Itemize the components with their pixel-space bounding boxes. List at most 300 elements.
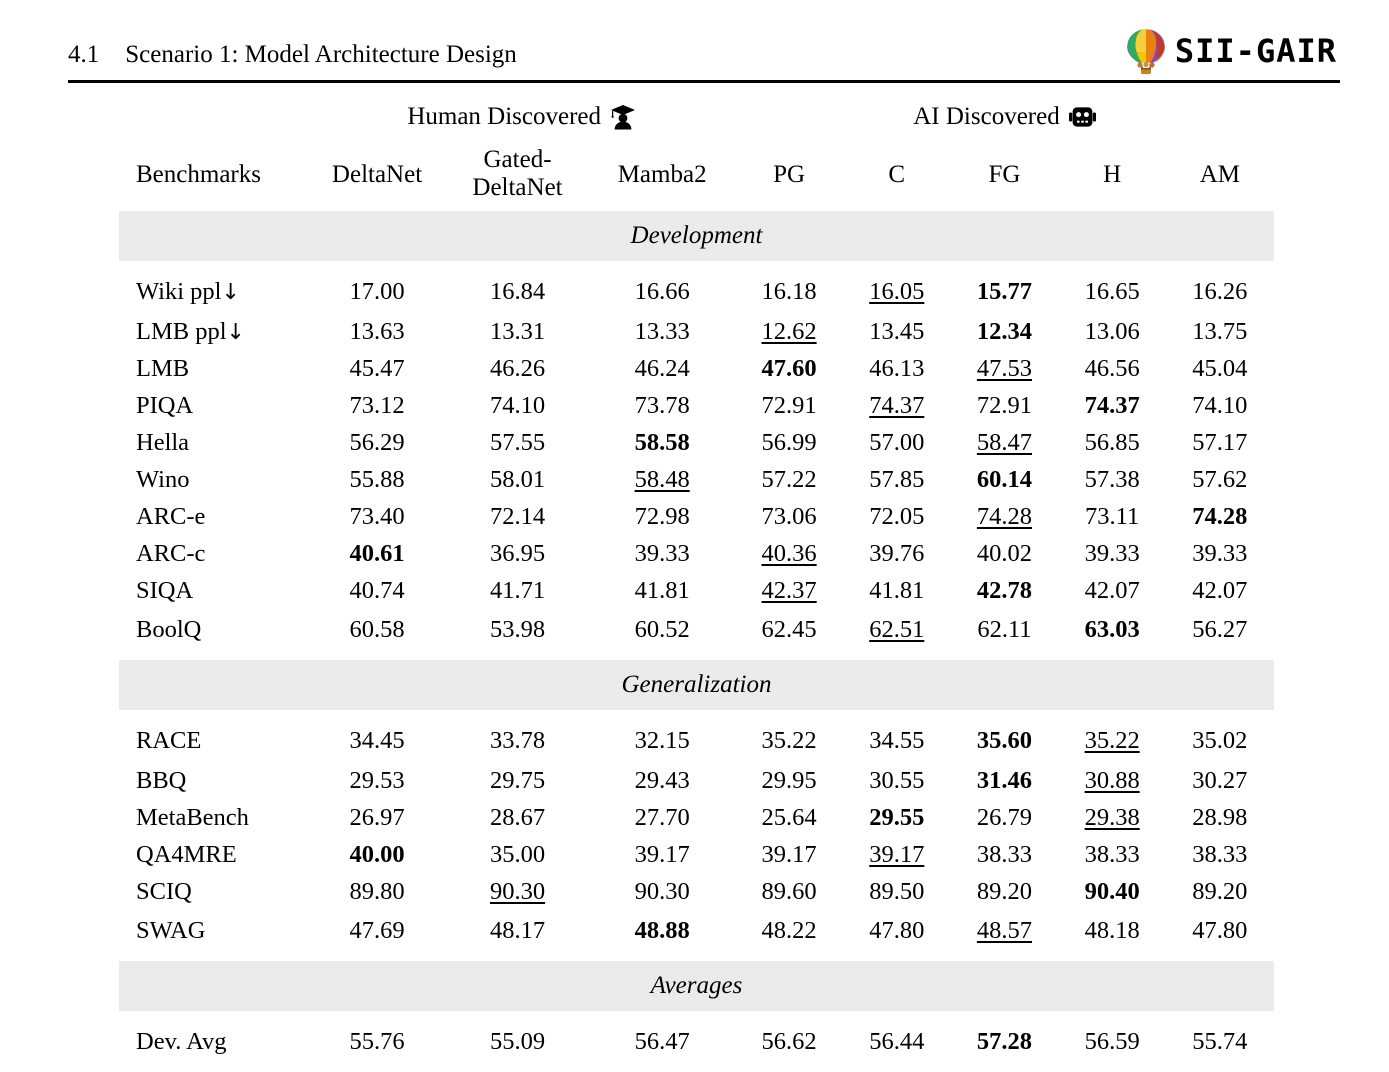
metric-cell bbox=[950, 572, 1058, 609]
metric-cell bbox=[1166, 498, 1274, 535]
value: 41.81 bbox=[634, 576, 690, 604]
benchmark-name-cell: BoolQ bbox=[136, 616, 202, 643]
metric-cell bbox=[1059, 387, 1166, 424]
value: 13.06 bbox=[1084, 317, 1140, 345]
value: 41.81 bbox=[869, 576, 925, 604]
group-ai-label: AI Discovered bbox=[913, 103, 1060, 130]
metric-cell bbox=[589, 799, 735, 836]
table-row bbox=[119, 535, 1274, 572]
metric-cell bbox=[843, 461, 950, 498]
value: 55.76 bbox=[349, 1028, 405, 1055]
column-header-fg: FG bbox=[988, 160, 1021, 188]
metric-cell bbox=[1059, 572, 1166, 609]
metric-cell bbox=[843, 762, 950, 799]
value: 38.33 bbox=[1084, 840, 1140, 868]
value: 89.60 bbox=[761, 877, 817, 905]
value: 35.00 bbox=[489, 840, 546, 868]
value: 89.50 bbox=[869, 877, 925, 905]
metric-cell bbox=[589, 609, 735, 660]
value: 57.55 bbox=[489, 428, 546, 456]
second-best-value: 12.62 bbox=[761, 317, 817, 345]
value: 48.22 bbox=[761, 917, 817, 944]
metric-cell bbox=[308, 424, 445, 461]
table-row bbox=[119, 387, 1274, 424]
value: 62.45 bbox=[761, 616, 817, 643]
value: 47.80 bbox=[869, 917, 925, 944]
metric-cell bbox=[950, 762, 1058, 799]
metric-cell bbox=[446, 461, 590, 498]
metric-cell bbox=[950, 873, 1058, 910]
gated-line2: DeltaNet bbox=[472, 174, 563, 201]
value: 60.52 bbox=[634, 616, 690, 643]
value: 47.80 bbox=[1192, 917, 1248, 944]
value: 39.17 bbox=[634, 840, 690, 868]
value: 28.67 bbox=[489, 803, 546, 831]
best-value: 74.37 bbox=[1084, 391, 1140, 419]
value: 56.85 bbox=[1084, 428, 1140, 456]
value: 55.74 bbox=[1192, 1028, 1248, 1055]
value: 58.01 bbox=[489, 465, 546, 493]
page-title bbox=[68, 40, 517, 70]
lower-is-better-arrow-icon: ↓ bbox=[226, 319, 245, 345]
brand-name: SII-GAIR bbox=[1174, 32, 1337, 70]
value: 42.07 bbox=[1192, 576, 1248, 604]
table-row bbox=[119, 572, 1274, 609]
table-row bbox=[119, 836, 1274, 873]
metric-cell bbox=[446, 836, 590, 873]
table-row bbox=[119, 461, 1274, 498]
best-value: 42.78 bbox=[976, 576, 1033, 604]
value: 73.06 bbox=[761, 502, 817, 530]
metric-cell bbox=[1059, 873, 1166, 910]
metric-cell bbox=[589, 535, 735, 572]
metric-cell bbox=[308, 710, 445, 762]
value: 72.91 bbox=[761, 391, 817, 419]
value: 47.69 bbox=[349, 917, 405, 944]
section-band-row bbox=[119, 961, 1274, 1011]
header-divider bbox=[68, 80, 1340, 83]
benchmark-name-cell: Hella bbox=[136, 428, 190, 456]
value: 16.66 bbox=[634, 278, 690, 305]
metric-cell bbox=[308, 873, 445, 910]
metric-cell bbox=[446, 261, 590, 313]
metric-cell bbox=[1059, 836, 1166, 873]
value: 40.74 bbox=[349, 576, 405, 604]
column-header-pg: PG bbox=[773, 160, 806, 188]
metric-cell bbox=[1166, 836, 1274, 873]
metric-cell bbox=[1166, 350, 1274, 387]
brand-logo bbox=[1123, 26, 1337, 76]
metric-cell bbox=[843, 710, 950, 762]
metric-cell bbox=[950, 424, 1058, 461]
value: 57.22 bbox=[761, 465, 817, 493]
value: 34.55 bbox=[869, 727, 925, 754]
page-header bbox=[0, 0, 1389, 88]
value: 57.85 bbox=[869, 465, 925, 493]
metric-cell bbox=[446, 799, 590, 836]
best-value: 15.77 bbox=[976, 278, 1033, 305]
metric-cell bbox=[1166, 609, 1274, 660]
metric-cell bbox=[1166, 1011, 1274, 1072]
value: 73.40 bbox=[349, 502, 405, 530]
metric-cell bbox=[1059, 609, 1166, 660]
value: 56.29 bbox=[349, 428, 405, 456]
second-best-value: 39.17 bbox=[869, 840, 925, 868]
value: 56.27 bbox=[1192, 616, 1248, 643]
table-row bbox=[119, 873, 1274, 910]
value: 34.45 bbox=[349, 727, 405, 754]
metric-cell bbox=[1166, 461, 1274, 498]
table-row bbox=[119, 424, 1274, 461]
second-best-value: 30.88 bbox=[1084, 766, 1140, 794]
metric-cell bbox=[308, 387, 445, 424]
value: 55.88 bbox=[349, 465, 405, 493]
results-table-body bbox=[119, 211, 1274, 1072]
metric-cell bbox=[446, 710, 590, 762]
table-row bbox=[119, 1011, 1274, 1072]
table-row bbox=[119, 910, 1274, 961]
metric-cell bbox=[589, 710, 735, 762]
benchmark-name-cell: MetaBench bbox=[136, 803, 249, 831]
column-header-h: H bbox=[1103, 160, 1122, 188]
metric-cell bbox=[1166, 313, 1274, 350]
metric-cell bbox=[446, 762, 590, 799]
metric-cell bbox=[735, 836, 843, 873]
value: 33.78 bbox=[489, 727, 546, 754]
value: 30.55 bbox=[869, 766, 925, 794]
metric-cell bbox=[1166, 535, 1274, 572]
metric-cell bbox=[446, 535, 590, 572]
best-value: 47.60 bbox=[761, 354, 817, 382]
metric-cell bbox=[950, 461, 1058, 498]
metric-cell bbox=[843, 799, 950, 836]
value: 46.24 bbox=[634, 354, 690, 382]
metric-cell bbox=[735, 535, 843, 572]
metric-cell bbox=[735, 350, 843, 387]
column-header-deltanet: DeltaNet bbox=[331, 160, 423, 188]
metric-cell bbox=[735, 710, 843, 762]
table-row bbox=[119, 710, 1274, 762]
second-best-value: 90.30 bbox=[489, 877, 546, 905]
lower-is-better-arrow-icon: ↓ bbox=[221, 280, 240, 305]
metric-cell bbox=[735, 873, 843, 910]
metric-cell bbox=[843, 836, 950, 873]
second-best-value: 48.57 bbox=[976, 917, 1033, 944]
value: 13.31 bbox=[489, 317, 546, 345]
metric-cell bbox=[308, 350, 445, 387]
metric-cell bbox=[1166, 710, 1274, 762]
metric-cell bbox=[843, 350, 950, 387]
group-human-label: Human Discovered bbox=[407, 103, 602, 130]
benchmark-name-cell: BBQ bbox=[136, 766, 187, 794]
benchmark-name-cell: SWAG bbox=[136, 917, 206, 944]
metric-cell bbox=[843, 261, 950, 313]
metric-cell bbox=[843, 910, 950, 961]
value: 26.79 bbox=[976, 803, 1033, 831]
value: 16.18 bbox=[761, 278, 817, 305]
metric-cell bbox=[308, 535, 445, 572]
metric-cell bbox=[735, 261, 843, 313]
value: 36.95 bbox=[489, 539, 546, 567]
second-best-value: 42.37 bbox=[761, 576, 817, 604]
metric-cell bbox=[735, 313, 843, 350]
second-best-value: 74.37 bbox=[869, 391, 925, 419]
metric-cell bbox=[950, 1011, 1058, 1072]
metric-cell bbox=[589, 873, 735, 910]
metric-cell bbox=[589, 424, 735, 461]
metric-cell bbox=[308, 461, 445, 498]
value: 57.17 bbox=[1192, 428, 1248, 456]
second-best-value: 29.38 bbox=[1084, 803, 1140, 831]
value: 42.07 bbox=[1084, 576, 1140, 604]
best-value: 29.55 bbox=[869, 803, 925, 831]
benchmark-name-cell: Wino bbox=[136, 465, 190, 493]
metric-cell bbox=[446, 424, 590, 461]
value: 29.75 bbox=[489, 766, 546, 794]
benchmark-name-cell: LMB bbox=[136, 354, 190, 382]
metric-cell bbox=[1059, 910, 1166, 961]
value: 25.64 bbox=[761, 803, 817, 831]
metric-cell bbox=[1059, 1011, 1166, 1072]
group-header-human bbox=[308, 97, 735, 137]
metric-cell bbox=[589, 762, 735, 799]
table-row bbox=[119, 762, 1274, 799]
benchmark-name-cell: SCIQ bbox=[136, 877, 192, 905]
value: 16.65 bbox=[1084, 278, 1140, 305]
group-header-spacer bbox=[119, 97, 308, 137]
value: 16.26 bbox=[1192, 278, 1248, 305]
best-value: 35.60 bbox=[976, 727, 1033, 754]
section-band-label: Development bbox=[119, 211, 1274, 261]
value: 72.98 bbox=[634, 502, 690, 530]
value: 16.84 bbox=[489, 278, 546, 305]
metric-cell bbox=[735, 910, 843, 961]
value: 39.33 bbox=[1192, 539, 1248, 567]
value: 48.18 bbox=[1084, 917, 1140, 944]
metric-cell bbox=[589, 498, 735, 535]
value: 28.98 bbox=[1192, 803, 1248, 831]
metric-cell bbox=[735, 424, 843, 461]
second-best-value: 16.05 bbox=[869, 278, 925, 305]
metric-cell bbox=[1059, 762, 1166, 799]
metric-cell bbox=[1166, 424, 1274, 461]
value: 56.62 bbox=[761, 1028, 817, 1055]
metric-cell bbox=[950, 609, 1058, 660]
metric-cell bbox=[843, 609, 950, 660]
metric-cell bbox=[308, 572, 445, 609]
section-band-label: Averages bbox=[119, 961, 1274, 1011]
metric-cell bbox=[589, 836, 735, 873]
value: 29.43 bbox=[634, 766, 690, 794]
metric-cell bbox=[1166, 873, 1274, 910]
value: 48.17 bbox=[489, 917, 546, 944]
best-value: 90.40 bbox=[1084, 877, 1140, 905]
section-band-label: Generalization bbox=[119, 660, 1274, 710]
metric-cell bbox=[308, 313, 445, 350]
value: 13.45 bbox=[869, 317, 925, 345]
value: 46.13 bbox=[869, 354, 925, 382]
value: 57.62 bbox=[1192, 465, 1248, 493]
best-value: 48.88 bbox=[634, 917, 690, 944]
value: 74.10 bbox=[1192, 391, 1248, 419]
second-best-value: 58.48 bbox=[634, 465, 690, 493]
value: 57.00 bbox=[869, 428, 925, 456]
metric-cell bbox=[735, 498, 843, 535]
metric-cell bbox=[308, 1011, 445, 1072]
metric-cell bbox=[1059, 710, 1166, 762]
column-header-c: C bbox=[888, 160, 906, 188]
metric-cell bbox=[843, 313, 950, 350]
value: 38.33 bbox=[976, 840, 1033, 868]
metric-cell bbox=[950, 710, 1058, 762]
metric-cell bbox=[843, 873, 950, 910]
metric-cell bbox=[589, 387, 735, 424]
benchmark-name-cell: SIQA bbox=[136, 576, 194, 604]
metric-cell bbox=[950, 535, 1058, 572]
value: 30.27 bbox=[1192, 766, 1248, 794]
metric-cell bbox=[950, 836, 1058, 873]
best-value: 31.46 bbox=[976, 766, 1033, 794]
second-best-value: 74.28 bbox=[976, 502, 1033, 530]
value: 73.11 bbox=[1085, 502, 1140, 530]
metric-cell bbox=[308, 910, 445, 961]
second-best-value: 40.36 bbox=[761, 539, 817, 567]
value: 13.33 bbox=[634, 317, 690, 345]
metric-cell bbox=[950, 387, 1058, 424]
metric-cell bbox=[950, 498, 1058, 535]
best-value: 74.28 bbox=[1192, 502, 1248, 530]
best-value: 40.61 bbox=[349, 539, 405, 567]
value: 41.71 bbox=[489, 576, 546, 604]
metric-cell bbox=[589, 350, 735, 387]
value: 53.98 bbox=[489, 616, 546, 643]
value: 29.53 bbox=[349, 766, 405, 794]
table-row bbox=[119, 498, 1274, 535]
metric-cell bbox=[950, 799, 1058, 836]
value: 39.17 bbox=[761, 840, 817, 868]
benchmark-name-cell: Wiki ppl↓ bbox=[136, 278, 240, 305]
metric-cell bbox=[1166, 261, 1274, 313]
value: 39.76 bbox=[869, 539, 925, 567]
metric-cell bbox=[446, 350, 590, 387]
metric-cell bbox=[950, 910, 1058, 961]
best-value: 60.14 bbox=[976, 465, 1033, 493]
benchmark-name-cell: QA4MRE bbox=[136, 840, 237, 868]
metric-cell bbox=[446, 572, 590, 609]
table-row bbox=[119, 799, 1274, 836]
metric-cell bbox=[446, 313, 590, 350]
best-value: 58.58 bbox=[634, 428, 690, 456]
metric-cell bbox=[843, 535, 950, 572]
value: 72.91 bbox=[976, 391, 1033, 419]
section-band-row bbox=[119, 211, 1274, 261]
metric-cell bbox=[446, 910, 590, 961]
benchmark-name-cell: PIQA bbox=[136, 391, 194, 419]
metric-cell bbox=[1059, 424, 1166, 461]
value: 13.63 bbox=[349, 317, 405, 345]
metric-cell bbox=[589, 261, 735, 313]
metric-cell bbox=[843, 424, 950, 461]
section-title-text: Scenario 1: Model Architecture Design bbox=[125, 41, 517, 68]
value: 35.02 bbox=[1192, 727, 1248, 754]
metric-cell bbox=[446, 873, 590, 910]
value: 45.47 bbox=[349, 354, 405, 382]
metric-cell bbox=[1166, 799, 1274, 836]
metric-cell bbox=[446, 498, 590, 535]
value: 72.14 bbox=[489, 502, 546, 530]
metric-cell bbox=[1059, 313, 1166, 350]
value: 89.80 bbox=[349, 877, 405, 905]
value: 26.97 bbox=[349, 803, 405, 831]
metric-cell bbox=[1166, 910, 1274, 961]
column-header-gated-deltanet bbox=[446, 137, 590, 211]
results-table bbox=[119, 97, 1274, 1072]
table-row bbox=[119, 261, 1274, 313]
group-header-ai bbox=[735, 97, 1274, 137]
metric-cell bbox=[843, 498, 950, 535]
value: 35.22 bbox=[761, 727, 817, 754]
results-table-container bbox=[119, 97, 1274, 1072]
best-value: 63.03 bbox=[1084, 616, 1140, 643]
table-row bbox=[119, 609, 1274, 660]
metric-cell bbox=[589, 572, 735, 609]
value: 46.26 bbox=[489, 354, 546, 382]
value: 56.47 bbox=[634, 1028, 690, 1055]
metric-cell bbox=[446, 1011, 590, 1072]
metric-cell bbox=[843, 387, 950, 424]
section-band-row bbox=[119, 660, 1274, 710]
benchmark-name-cell: RACE bbox=[136, 727, 202, 754]
metric-cell bbox=[308, 836, 445, 873]
benchmark-name-cell: LMB ppl↓ bbox=[136, 317, 245, 345]
metric-cell bbox=[589, 461, 735, 498]
metric-cell bbox=[1166, 762, 1274, 799]
metric-cell bbox=[1059, 461, 1166, 498]
metric-cell bbox=[308, 799, 445, 836]
metric-cell bbox=[1166, 572, 1274, 609]
best-value: 12.34 bbox=[976, 317, 1033, 345]
second-best-value: 58.47 bbox=[976, 428, 1033, 456]
metric-cell bbox=[1059, 498, 1166, 535]
value: 73.12 bbox=[349, 391, 405, 419]
table-row bbox=[119, 313, 1274, 350]
column-header-mamba2: Mamba2 bbox=[617, 160, 707, 188]
value: 13.75 bbox=[1192, 317, 1248, 345]
value: 56.44 bbox=[869, 1028, 925, 1055]
value: 46.56 bbox=[1084, 354, 1140, 382]
metric-cell bbox=[950, 313, 1058, 350]
metric-cell bbox=[1059, 261, 1166, 313]
value: 32.15 bbox=[634, 727, 690, 754]
metric-cell bbox=[1059, 799, 1166, 836]
metric-cell bbox=[735, 799, 843, 836]
value: 40.02 bbox=[976, 539, 1033, 567]
table-row bbox=[119, 350, 1274, 387]
best-value: 40.00 bbox=[349, 840, 405, 868]
metric-cell bbox=[735, 572, 843, 609]
value: 73.78 bbox=[634, 391, 690, 419]
metric-cell bbox=[446, 609, 590, 660]
metric-cell bbox=[308, 261, 445, 313]
metric-cell bbox=[308, 609, 445, 660]
value: 17.00 bbox=[349, 278, 405, 305]
graduation-cap-person-icon bbox=[610, 104, 636, 130]
benchmark-name-cell: Dev. Avg bbox=[136, 1028, 227, 1055]
metric-cell bbox=[843, 1011, 950, 1072]
metric-cell bbox=[589, 910, 735, 961]
value: 56.99 bbox=[761, 428, 817, 456]
robot-face-icon bbox=[1069, 105, 1096, 129]
